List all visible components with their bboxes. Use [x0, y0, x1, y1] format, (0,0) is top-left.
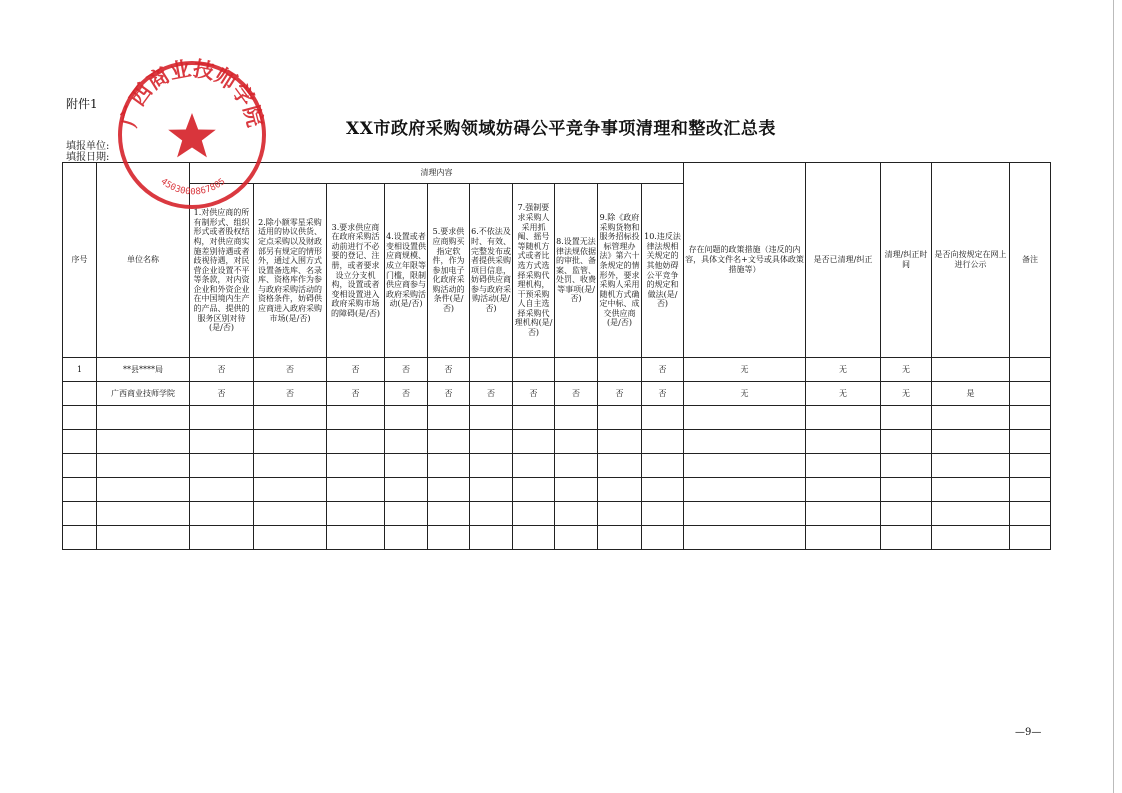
cell-condition-2: 否 [254, 382, 327, 406]
cell-rectify-time: 无 [881, 358, 932, 382]
header-condition-2: 2.除小额零星采购适用的协议供货、定点采购以及财政部另有规定的情形外，通过入围方式设置备选库、名录库、资格库作为参与政府采购活动的资格条件，妨碍供应商进入政府采购市场(是/否) [254, 184, 327, 358]
header-clean-content: 清理内容 [190, 163, 684, 184]
header-remark: 备注 [1010, 163, 1051, 358]
cell-condition-6 [470, 358, 513, 382]
cell-condition-10: 否 [642, 382, 684, 406]
cell-condition-5: 否 [428, 358, 470, 382]
header-condition-5: 5.要求供应商购买指定软件，作为参加电子化政府采购活动的条件(是/否) [428, 184, 470, 358]
official-seal-stamp [112, 55, 272, 215]
cell-condition-9 [598, 358, 642, 382]
cell-condition-6: 否 [470, 382, 513, 406]
cell-condition-4: 否 [385, 382, 428, 406]
header-condition-1: 1.对供应商的所有制形式、组织形式或者股权结构，对供应商实施差别待遇或者歧视待遇，对民营企业设置不平等条款，对内资企业和外资企业在中国境内生产的产品、提供的服务区别对待(是/否) [190, 184, 254, 358]
cell-condition-8: 否 [555, 382, 598, 406]
svg-text:4503000867805: 4503000867805 [158, 176, 228, 198]
header-condition-6: 6.不依法及时、有效、完整发布或者提供采购项目信息，妨碍供应商参与政府采购活动(是/否) [470, 184, 513, 358]
cell-rectified: 无 [806, 358, 881, 382]
cell-rectify-time: 无 [881, 382, 932, 406]
summary-table [62, 162, 1051, 550]
header-condition-8: 8.设置无法律法规依据的审批、备案、监管、处罚、收费等事项(是/否) [555, 184, 598, 358]
header-condition-10: 10.违反法律法规相关规定的其他妨碍公平竞争的规定和做法(是/否) [642, 184, 684, 358]
header-measures: 存在问题的政策措施（违反的内容，具体文件名+文号或具体政策措施等） [684, 163, 806, 358]
cell-public: 是 [932, 382, 1010, 406]
cell-rectified: 无 [806, 382, 881, 406]
cell-remark [1010, 358, 1051, 382]
cell-seq: 1 [63, 358, 97, 382]
cell-condition-5: 否 [428, 382, 470, 406]
cell-condition-7 [513, 358, 555, 382]
cell-condition-8 [555, 358, 598, 382]
table-row-empty [63, 502, 1051, 526]
cell-condition-3: 否 [327, 358, 385, 382]
header-condition-3: 3.要求供应商在政府采购活动前进行不必要的登记、注册，或者要求设立分支机构，设置或者变相设置进入政府采购市场的障碍(是/否) [327, 184, 385, 358]
cell-condition-7: 否 [513, 382, 555, 406]
cell-unit-name: **县****局 [97, 358, 190, 382]
header-rectified: 是否已清理/纠正 [806, 163, 881, 358]
cell-condition-1: 否 [190, 382, 254, 406]
header-condition-9: 9.除《政府采购货物和服务招标投标管理办法》第六十条规定的情形外，要求采购人采用随机方式确定中标、成交供应商(是/否) [598, 184, 642, 358]
cell-condition-4: 否 [385, 358, 428, 382]
table-row [63, 382, 1051, 406]
table-row [63, 358, 1051, 382]
fill-unit-label: 填报单位: [66, 141, 110, 152]
table-row-empty [63, 406, 1051, 430]
cell-condition-1: 否 [190, 358, 254, 382]
cell-condition-3: 否 [327, 382, 385, 406]
cell-public [932, 358, 1010, 382]
table-row-empty [63, 454, 1051, 478]
table-row-empty [63, 478, 1051, 502]
header-seq: 序号 [63, 163, 97, 358]
header-condition-4: 4.设置或者变相设置供应商规模、成立年限等门槛，限制供应商参与政府采购活动(是/否) [385, 184, 428, 358]
cell-condition-2: 否 [254, 358, 327, 382]
cell-seq [63, 382, 97, 406]
header-condition-7: 7.强制要求采购人采用抓阄、摇号等随机方式或者比选方式选择采购代理机构，干预采购人自主选择采购代理机构(是/否) [513, 184, 555, 358]
cell-condition-10: 否 [642, 358, 684, 382]
cell-condition-9: 否 [598, 382, 642, 406]
header-public: 是否向按规定在网上进行公示 [932, 163, 1010, 358]
table-row-empty [63, 430, 1051, 454]
seal-star-icon [168, 113, 216, 157]
header-rectify-time: 清理/纠正时间 [881, 163, 932, 358]
table-row-empty [63, 526, 1051, 550]
attachment-label: 附件1 [66, 97, 98, 111]
cell-measures: 无 [684, 382, 806, 406]
page-number: —9— [1015, 727, 1042, 738]
document-title: XX市政府采购领域妨碍公平竞争事项清理和整改汇总表 [346, 119, 776, 139]
cell-measures: 无 [684, 358, 806, 382]
fill-date-label: 填报日期: [66, 152, 110, 163]
cell-remark [1010, 382, 1051, 406]
header-unit-name: 单位名称 [97, 163, 190, 358]
svg-text:广西商业技师学院: 广西商业技师学院 [116, 56, 268, 130]
cell-unit-name: 广西商业技师学院 [97, 382, 190, 406]
